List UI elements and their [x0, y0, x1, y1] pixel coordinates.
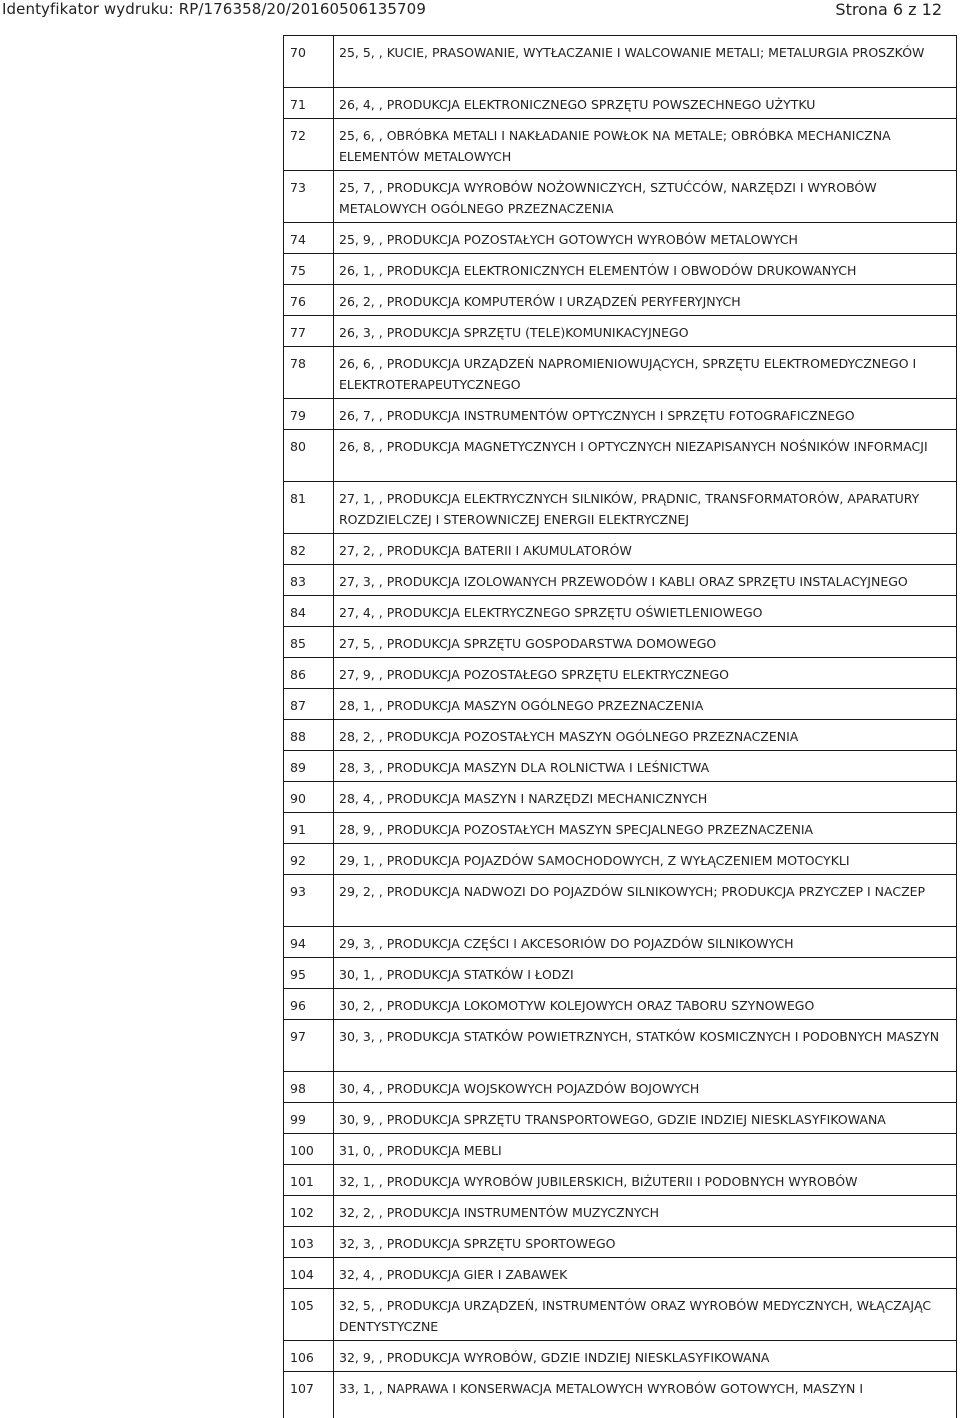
row-description: 26, 4, , PRODUKCJA ELEKTRONICZNEGO SPRZĘTU POWSZECHNEGO UŻYTKU	[339, 97, 816, 112]
row-number: 83	[290, 574, 306, 589]
row-description: 29, 2, , PRODUKCJA NADWOZI DO POJAZDÓW SILNIKOWYCH; PRODUKCJA PRZYCZEP I NACZEP	[339, 884, 926, 899]
row-description: 29, 3, , PRODUKCJA CZĘŚCI I AKCESORIÓW DO POJAZDÓW SILNIKOWYCH	[339, 936, 794, 951]
table-row	[284, 720, 956, 751]
row-number: 94	[290, 936, 306, 951]
row-description: 27, 2, , PRODUKCJA BATERII I AKUMULATORÓW	[339, 543, 632, 558]
row-description: 30, 9, , PRODUKCJA SPRZĘTU TRANSPORTOWEGO, GDZIE INDZIEJ NIESKLASYFIKOWANA	[339, 1112, 886, 1127]
row-number: 99	[290, 1112, 306, 1127]
row-description: 25, 9, , PRODUKCJA POZOSTAŁYCH GOTOWYCH WYROBÓW METALOWYCH	[339, 232, 798, 247]
table-row	[284, 1196, 956, 1227]
row-number: 89	[290, 760, 306, 775]
row-description: 26, 1, , PRODUKCJA ELEKTRONICZNYCH ELEMENTÓW I OBWODÓW DRUKOWANYCH	[339, 263, 857, 278]
row-description: 30, 4, , PRODUKCJA WOJSKOWYCH POJAZDÓW BOJOWYCH	[339, 1081, 700, 1096]
row-number: 98	[290, 1081, 306, 1096]
table-row	[284, 1341, 956, 1372]
row-description: 26, 7, , PRODUKCJA INSTRUMENTÓW OPTYCZNYCH I SPRZĘTU FOTOGRAFICZNEGO	[339, 408, 855, 423]
row-number: 103	[290, 1236, 314, 1251]
row-number: 90	[290, 791, 306, 806]
row-number: 79	[290, 408, 306, 423]
row-description: 26, 2, , PRODUKCJA KOMPUTERÓW I URZĄDZEŃ PERYFERYJNYCH	[339, 294, 741, 309]
row-description: 28, 1, , PRODUKCJA MASZYN OGÓLNEGO PRZEZNACZENIA	[339, 698, 704, 713]
row-description: 26, 3, , PRODUKCJA SPRZĘTU (TELE)KOMUNIKACYJNEGO	[339, 325, 689, 340]
row-number: 86	[290, 667, 306, 682]
table-row	[284, 782, 956, 813]
table-row	[284, 88, 956, 119]
row-number: 76	[290, 294, 306, 309]
row-number: 102	[290, 1205, 314, 1220]
row-description: 25, 7, , PRODUKCJA WYROBÓW NOŻOWNICZYCH, SZTUĆCÓW, NARZĘDZI I WYROBÓW METALOWYCH OGÓLNEGO PRZEZNACZENIA	[339, 180, 877, 216]
row-description: 32, 5, , PRODUKCJA URZĄDZEŃ, INSTRUMENTÓW ORAZ WYROBÓW MEDYCZNYCH, WŁĄCZAJĄC DENTYSTYCZNE	[339, 1298, 932, 1334]
row-number: 77	[290, 325, 306, 340]
row-description: 32, 4, , PRODUKCJA GIER I ZABAWEK	[339, 1267, 568, 1282]
table-row	[284, 430, 956, 482]
row-description: 27, 4, , PRODUKCJA ELEKTRYCZNEGO SPRZĘTU OŚWIETLENIOWEGO	[339, 605, 763, 620]
table-row	[284, 534, 956, 565]
row-number: 70	[290, 45, 306, 60]
table-row	[284, 254, 956, 285]
table-row	[284, 565, 956, 596]
table-row	[284, 285, 956, 316]
row-description: 26, 8, , PRODUKCJA MAGNETYCZNYCH I OPTYCZNYCH NIEZAPISANYCH NOŚNIKÓW INFORMACJI	[339, 439, 928, 454]
row-number: 93	[290, 884, 306, 899]
row-number: 97	[290, 1029, 306, 1044]
table-row	[284, 223, 956, 254]
row-description: 32, 2, , PRODUKCJA INSTRUMENTÓW MUZYCZNYCH	[339, 1205, 660, 1220]
table-row	[284, 1372, 956, 1412]
table-row	[284, 36, 956, 88]
row-description: 27, 1, , PRODUKCJA ELEKTRYCZNYCH SILNIKÓW, PRĄDNIC, TRANSFORMATORÓW, APARATURY ROZDZIELCZEJ I STEROWNICZEJ ENERGII ELEKTRYCZNEJ	[339, 491, 920, 527]
row-description: 26, 6, , PRODUKCJA URZĄDZEŃ NAPROMIENIOWUJĄCYCH, SPRZĘTU ELEKTROMEDYCZNEGO I ELEKTROTERAPEUTYCZNEGO	[339, 356, 917, 392]
row-number: 85	[290, 636, 306, 651]
table-row	[284, 927, 956, 958]
row-description: 30, 2, , PRODUKCJA LOKOMOTYW KOLEJOWYCH ORAZ TABORU SZYNOWEGO	[339, 998, 815, 1013]
row-number: 101	[290, 1174, 314, 1189]
table-row	[284, 627, 956, 658]
row-description: 29, 1, , PRODUKCJA POJAZDÓW SAMOCHODOWYCH, Z WYŁĄCZENIEM MOTOCYKLI	[339, 853, 850, 868]
print-header	[0, 0, 960, 22]
row-number: 105	[290, 1298, 314, 1313]
row-description: 33, 1, , NAPRAWA I KONSERWACJA METALOWYCH WYROBÓW GOTOWYCH, MASZYN I	[339, 1381, 864, 1396]
row-number: 80	[290, 439, 306, 454]
table-row	[284, 844, 956, 875]
pkd-table	[283, 35, 957, 1418]
row-description: 27, 9, , PRODUKCJA POZOSTAŁEGO SPRZĘTU ELEKTRYCZNEGO	[339, 667, 730, 682]
table-row	[284, 596, 956, 627]
row-description: 27, 3, , PRODUKCJA IZOLOWANYCH PRZEWODÓW I KABLI ORAZ SPRZĘTU INSTALACYJNEGO	[339, 574, 908, 589]
row-number: 88	[290, 729, 306, 744]
table-row	[284, 1072, 956, 1103]
print-identifier: Identyfikator wydruku: RP/176358/20/20160506135709	[2, 0, 426, 18]
table-row	[284, 347, 956, 399]
table-row	[284, 119, 956, 171]
row-description: 30, 3, , PRODUKCJA STATKÓW POWIETRZNYCH, STATKÓW KOSMICZNYCH I PODOBNYCH MASZYN	[339, 1029, 940, 1044]
table-row	[284, 399, 956, 430]
row-number: 81	[290, 491, 306, 506]
page-number: Strona 6 z 12	[835, 0, 942, 19]
table-row	[284, 813, 956, 844]
row-number: 106	[290, 1350, 314, 1365]
column-separator	[333, 35, 334, 1418]
row-description: 28, 4, , PRODUKCJA MASZYN I NARZĘDZI MECHANICZNYCH	[339, 791, 708, 806]
row-description: 30, 1, , PRODUKCJA STATKÓW I ŁODZI	[339, 967, 574, 982]
row-description: 32, 1, , PRODUKCJA WYROBÓW JUBILERSKICH, BIŻUTERII I PODOBNYCH WYROBÓW	[339, 1174, 858, 1189]
row-description: 25, 5, , KUCIE, PRASOWANIE, WYTŁACZANIE I WALCOWANIE METALI; METALURGIA PROSZKÓW	[339, 45, 925, 60]
table-row	[284, 1020, 956, 1072]
table-row	[284, 1258, 956, 1289]
row-description: 28, 3, , PRODUKCJA MASZYN DLA ROLNICTWA I LEŚNICTWA	[339, 760, 710, 775]
row-number: 91	[290, 822, 306, 837]
table-row	[284, 1134, 956, 1165]
row-description: 28, 2, , PRODUKCJA POZOSTAŁYCH MASZYN OGÓLNEGO PRZEZNACZENIA	[339, 729, 799, 744]
row-description: 28, 9, , PRODUKCJA POZOSTAŁYCH MASZYN SPECJALNEGO PRZEZNACZENIA	[339, 822, 814, 837]
row-number: 71	[290, 97, 306, 112]
row-description: 25, 6, , OBRÓBKA METALI I NAKŁADANIE POWŁOK NA METALE; OBRÓBKA MECHANICZNA ELEMENTÓW METALOWYCH	[339, 128, 891, 164]
row-number: 92	[290, 853, 306, 868]
table-row	[284, 751, 956, 782]
row-description: 32, 9, , PRODUKCJA WYROBÓW, GDZIE INDZIEJ NIESKLASYFIKOWANA	[339, 1350, 770, 1365]
table-row	[284, 316, 956, 347]
row-number: 82	[290, 543, 306, 558]
table-row	[284, 482, 956, 534]
row-number: 74	[290, 232, 306, 247]
row-number: 87	[290, 698, 306, 713]
table-row	[284, 958, 956, 989]
table-row	[284, 171, 956, 223]
table-row	[284, 875, 956, 927]
row-number: 75	[290, 263, 306, 278]
row-number: 100	[290, 1143, 314, 1158]
row-number: 72	[290, 128, 306, 143]
row-description: 32, 3, , PRODUKCJA SPRZĘTU SPORTOWEGO	[339, 1236, 616, 1251]
table-row	[284, 1289, 956, 1341]
table-row	[284, 689, 956, 720]
row-description: 31, 0, , PRODUKCJA MEBLI	[339, 1143, 502, 1158]
row-description: 27, 5, , PRODUKCJA SPRZĘTU GOSPODARSTWA DOMOWEGO	[339, 636, 717, 651]
table-row	[284, 1227, 956, 1258]
row-number: 78	[290, 356, 306, 371]
row-number: 95	[290, 967, 306, 982]
row-number: 107	[290, 1381, 314, 1396]
table-row	[284, 1103, 956, 1134]
row-number: 104	[290, 1267, 314, 1282]
table-row	[284, 658, 956, 689]
table-row	[284, 1165, 956, 1196]
table-row	[284, 989, 956, 1020]
row-number: 73	[290, 180, 306, 195]
row-number: 96	[290, 998, 306, 1013]
row-number: 84	[290, 605, 306, 620]
